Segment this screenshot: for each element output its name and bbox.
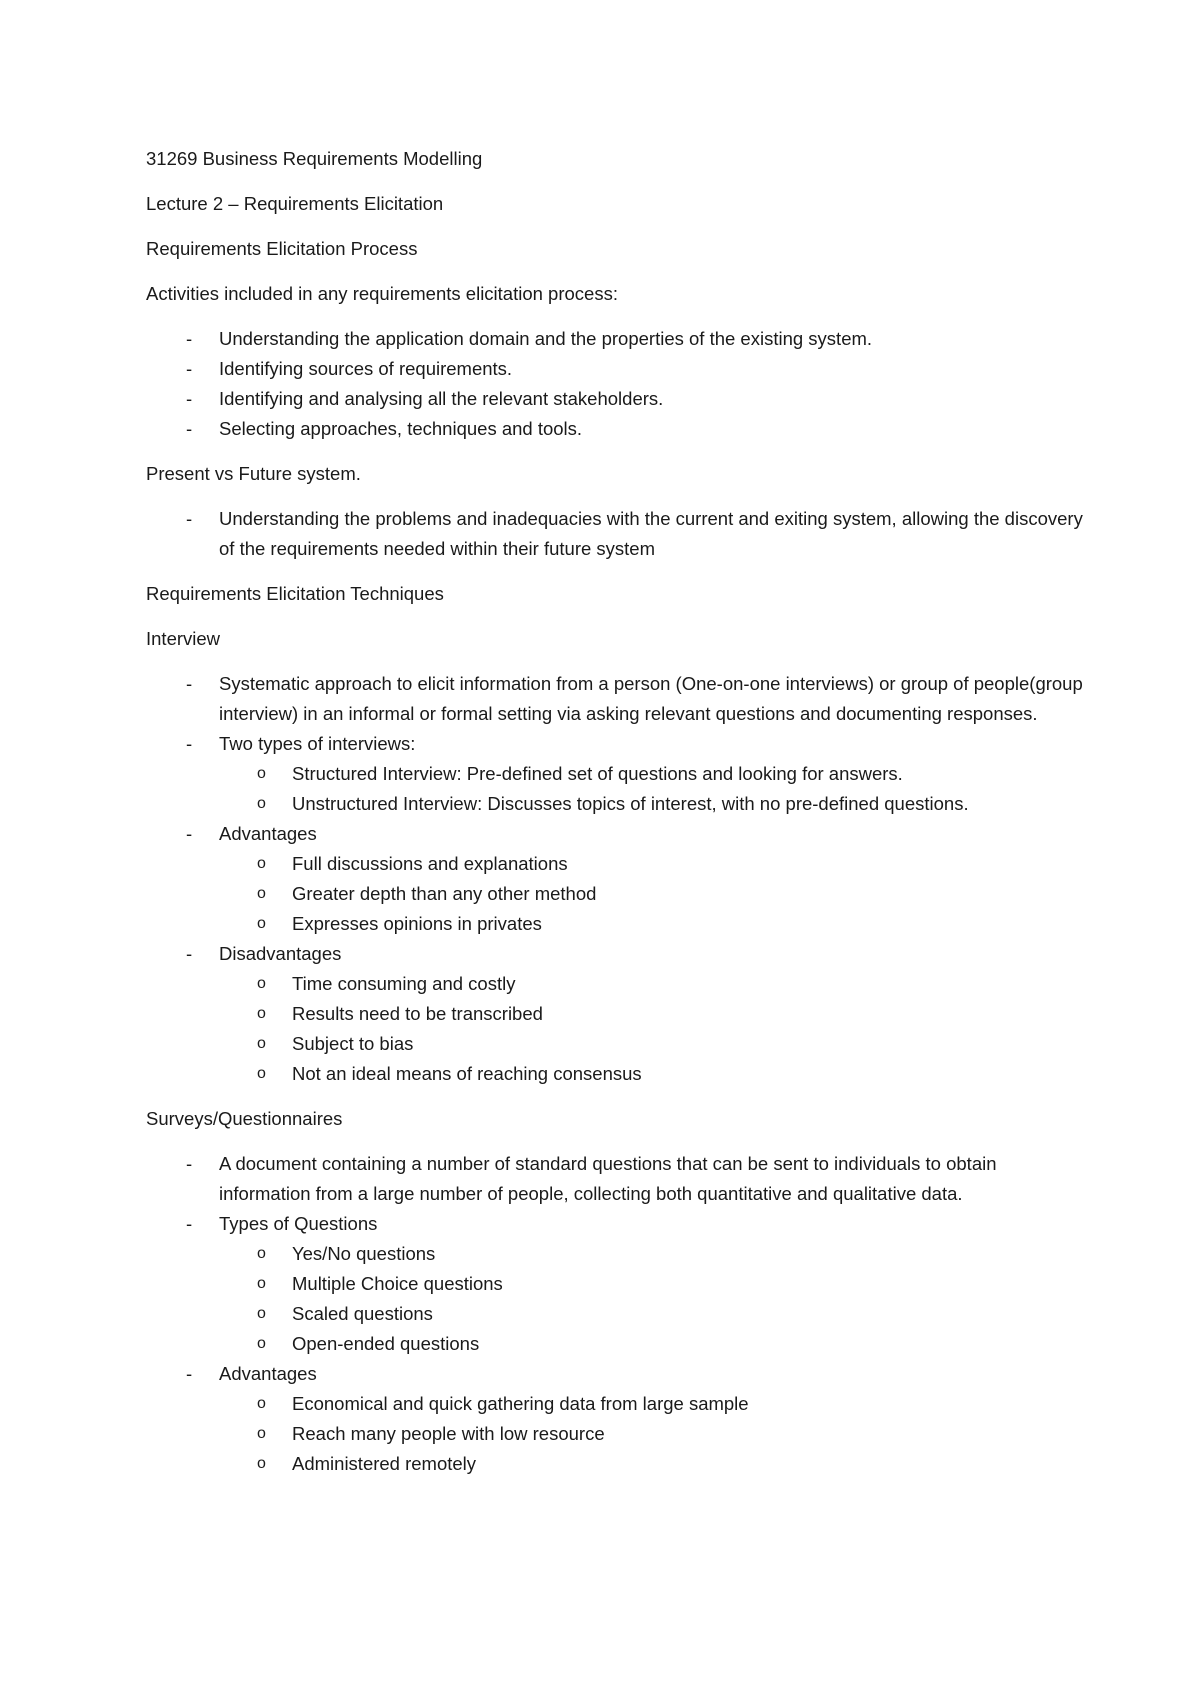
list-item-text: Advantages (219, 1363, 317, 1384)
list-item (146, 324, 1086, 354)
list-item-text: Types of Questions (219, 1213, 378, 1234)
list-item-text: Understanding the problems and inadequacies with the current and exiting system, allowing the discovery of the requirements needed within their future system (219, 508, 1083, 559)
sub-list-item-text: Structured Interview: Pre-defined set of questions and looking for answers. (292, 763, 903, 784)
list-item (146, 354, 1086, 384)
present-future-list (146, 504, 1086, 564)
sub-list (219, 849, 1086, 939)
list-item (146, 1209, 1086, 1359)
sub-list (219, 969, 1086, 1089)
sub-list-item-text: Expresses opinions in privates (292, 913, 542, 934)
list-item-text: Disadvantages (219, 943, 342, 964)
sub-list-item (146, 999, 1086, 1029)
sub-list-item (146, 789, 1086, 819)
sub-list-item (146, 969, 1086, 999)
sub-list-item (146, 1269, 1086, 1299)
dash-bullet: - (186, 1363, 193, 1384)
circle-bullet: o (257, 1395, 266, 1412)
list-item (146, 504, 1086, 564)
circle-bullet: o (257, 1275, 266, 1292)
sub-list-item (146, 1059, 1086, 1089)
sub-list-item (146, 1029, 1086, 1059)
sub-list-item-text: Results need to be transcribed (292, 1003, 543, 1024)
sub-list-item (146, 1449, 1086, 1479)
circle-bullet: o (257, 975, 266, 992)
sub-list-item-text: Unstructured Interview: Discusses topics of interest, with no pre-defined questions. (292, 793, 969, 814)
sub-list-item (146, 879, 1086, 909)
circle-bullet: o (257, 1005, 266, 1022)
circle-bullet: o (257, 1065, 266, 1082)
circle-bullet: o (257, 765, 266, 782)
activities-intro: Activities included in any requirements elicitation process: (146, 283, 618, 304)
sub-list-item-text: Greater depth than any other method (292, 883, 597, 904)
course-title: 31269 Business Requirements Modelling (146, 148, 483, 169)
dash-bullet: - (186, 388, 193, 409)
list-item (146, 939, 1086, 1089)
lecture-title: Lecture 2 – Requirements Elicitation (146, 193, 444, 214)
circle-bullet: o (257, 1425, 266, 1442)
sub-list (219, 1239, 1086, 1359)
sub-list-item (146, 1389, 1086, 1419)
interview-heading: Interview (146, 628, 221, 649)
document-body (146, 144, 1086, 1494)
circle-bullet: o (257, 1455, 266, 1472)
dash-bullet: - (186, 508, 193, 529)
list-item (146, 1149, 1086, 1209)
sub-list-item-text: Not an ideal means of reaching consensus (292, 1063, 642, 1084)
dash-bullet: - (186, 1153, 193, 1174)
sub-list-item (146, 1329, 1086, 1359)
section-heading: Requirements Elicitation Process (146, 238, 418, 259)
sub-list-item-text: Scaled questions (292, 1303, 433, 1324)
sub-list-item-text: Yes/No questions (292, 1243, 436, 1264)
sub-list (219, 759, 1086, 819)
sub-list-item (146, 1239, 1086, 1269)
circle-bullet: o (257, 1245, 266, 1262)
sub-list-item-text: Reach many people with low resource (292, 1423, 605, 1444)
circle-bullet: o (257, 1035, 266, 1052)
dash-bullet: - (186, 418, 193, 439)
list-item (146, 414, 1086, 444)
dash-bullet: - (186, 943, 193, 964)
list-item-text: Systematic approach to elicit information from a person (One-on-one interviews) or group of people(group interview) in an informal or formal setting via asking relevant questions and documenting responses. (219, 673, 1083, 724)
circle-bullet: o (257, 885, 266, 902)
section-heading: Requirements Elicitation Techniques (146, 583, 444, 604)
circle-bullet: o (257, 915, 266, 932)
dash-bullet: - (186, 673, 193, 694)
sub-list-item (146, 759, 1086, 789)
list-item-text: A document containing a number of standard questions that can be sent to individuals to obtain information from a large number of people, collecting both quantitative and qualitative data. (219, 1153, 997, 1204)
sub-list-item (146, 1299, 1086, 1329)
dash-bullet: - (186, 328, 193, 349)
surveys-list (146, 1149, 1086, 1479)
sub-list-item-text: Full discussions and explanations (292, 853, 568, 874)
present-future-heading: Present vs Future system. (146, 463, 361, 484)
activities-list (146, 324, 1086, 444)
list-item-text: Identifying sources of requirements. (219, 358, 513, 379)
sub-list-item (146, 849, 1086, 879)
sub-list-item (146, 909, 1086, 939)
dash-bullet: - (186, 733, 193, 754)
sub-list (219, 1389, 1086, 1479)
sub-list-item-text: Economical and quick gathering data from large sample (292, 1393, 749, 1414)
dash-bullet: - (186, 358, 193, 379)
list-item (146, 1359, 1086, 1479)
list-item (146, 819, 1086, 939)
sub-list-item (146, 1419, 1086, 1449)
list-item-text: Identifying and analysing all the relevant stakeholders. (219, 388, 664, 409)
circle-bullet: o (257, 855, 266, 872)
list-item-text: Selecting approaches, techniques and tools. (219, 418, 583, 439)
list-item (146, 384, 1086, 414)
list-item-text: Understanding the application domain and the properties of the existing system. (219, 328, 873, 349)
sub-list-item-text: Open-ended questions (292, 1333, 480, 1354)
circle-bullet: o (257, 1335, 266, 1352)
sub-list-item-text: Subject to bias (292, 1033, 414, 1054)
list-item (146, 669, 1086, 729)
circle-bullet: o (257, 1305, 266, 1322)
list-item (146, 729, 1086, 819)
sub-list-item-text: Multiple Choice questions (292, 1273, 503, 1294)
dash-bullet: - (186, 1213, 193, 1234)
sub-list-item-text: Administered remotely (292, 1453, 477, 1474)
list-item-text: Two types of interviews: (219, 733, 416, 754)
dash-bullet: - (186, 823, 193, 844)
circle-bullet: o (257, 795, 266, 812)
surveys-heading: Surveys/Questionnaires (146, 1108, 343, 1129)
list-item-text: Advantages (219, 823, 317, 844)
sub-list-item-text: Time consuming and costly (292, 973, 516, 994)
interview-list (146, 669, 1086, 1089)
